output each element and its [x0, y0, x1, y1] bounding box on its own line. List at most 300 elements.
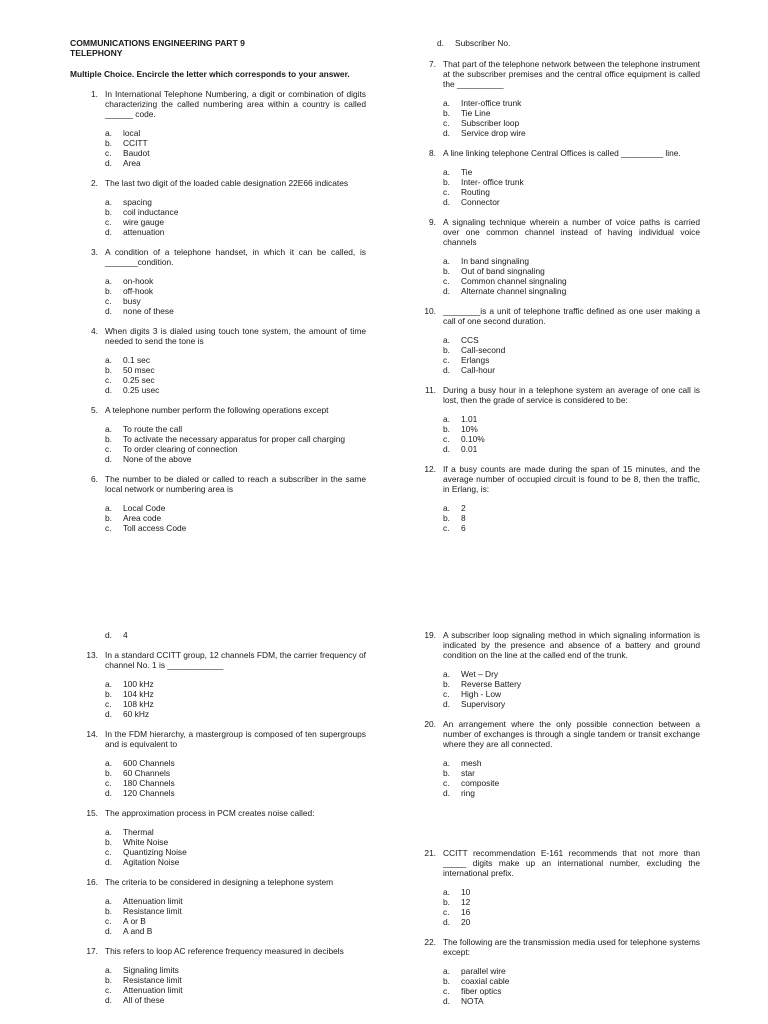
- option-letter: b.: [443, 513, 450, 523]
- answer-option[interactable]: [105, 128, 366, 138]
- answer-option[interactable]: [443, 167, 700, 177]
- question-text: That part of the telephone network between the telephone instrument at the subscriber premises and the central office equipment is called the __________: [443, 59, 700, 89]
- question-item: [408, 217, 700, 296]
- option-letter: b.: [105, 768, 112, 778]
- title-line-1: COMMUNICATIONS ENGINEERING PART 9: [70, 38, 245, 48]
- question-list: [70, 89, 366, 533]
- option-letter: b.: [443, 424, 450, 434]
- option-letter: d.: [443, 286, 450, 296]
- answer-option[interactable]: [443, 256, 700, 266]
- answer-option[interactable]: [105, 434, 366, 444]
- question-item: [408, 719, 700, 798]
- answer-option[interactable]: [105, 375, 366, 385]
- answer-option[interactable]: [105, 365, 366, 375]
- option-letter: d.: [105, 995, 112, 1005]
- answer-option[interactable]: [443, 778, 700, 788]
- answer-option[interactable]: [105, 138, 366, 148]
- option-letter: c.: [105, 847, 112, 857]
- option-text: CCITT: [123, 138, 148, 148]
- question-list: [408, 59, 700, 533]
- option-text: coaxial cable: [461, 976, 510, 986]
- option-letter: b.: [105, 906, 112, 916]
- question-item: [70, 474, 366, 533]
- option-letter: d.: [443, 996, 450, 1006]
- answer-option[interactable]: [105, 758, 366, 768]
- option-letter: a.: [105, 679, 112, 689]
- option-letter: a.: [105, 896, 112, 906]
- option-letter: d.: [443, 699, 450, 709]
- option-text: mesh: [461, 758, 482, 768]
- option-text: Local Code: [123, 503, 166, 513]
- answer-option[interactable]: [105, 513, 366, 523]
- option-text: wire gauge: [123, 217, 164, 227]
- question-number: 17.: [86, 946, 98, 956]
- option-letter: d.: [105, 454, 112, 464]
- option-text: 0.25 sec: [123, 375, 155, 385]
- question-item: [408, 306, 700, 375]
- option-text: Quantizing Noise: [123, 847, 187, 857]
- answer-option[interactable]: [443, 345, 700, 355]
- option-letter: a.: [105, 197, 112, 207]
- question-text: When digits 3 is dialed using touch tone system, the amount of time needed to send the tone is: [105, 326, 366, 346]
- answer-options: [443, 887, 700, 927]
- question-item: [70, 89, 366, 168]
- answer-option[interactable]: [443, 986, 700, 996]
- answer-option[interactable]: [105, 355, 366, 365]
- answer-options: [443, 98, 700, 138]
- option-letter: c.: [443, 778, 450, 788]
- option-text: 600 Channels: [123, 758, 175, 768]
- option-letter: c.: [443, 986, 450, 996]
- page1-right-column: [408, 38, 700, 533]
- title-line-2: TELEPHONY: [70, 48, 123, 58]
- answer-option[interactable]: [105, 207, 366, 217]
- question-number: 19.: [424, 630, 436, 640]
- option-text: 60 kHz: [123, 709, 150, 719]
- answer-option[interactable]: [105, 217, 366, 227]
- answer-option[interactable]: [443, 128, 700, 138]
- question-item: [70, 946, 366, 1005]
- option-text: Call-hour: [461, 365, 495, 375]
- question-number: 9.: [429, 217, 436, 227]
- answer-option[interactable]: [443, 907, 700, 917]
- answer-options: [443, 669, 700, 709]
- continued-option: [408, 38, 700, 48]
- question-number: 16.: [86, 877, 98, 887]
- option-text: 8: [461, 513, 466, 523]
- answer-option[interactable]: [443, 414, 700, 424]
- option-text: Routing: [461, 187, 490, 197]
- option-text: Attenuation limit: [123, 985, 183, 995]
- option-text: coil inductance: [123, 207, 179, 217]
- option-letter: d.: [443, 788, 450, 798]
- option-text: attenuation: [123, 227, 165, 237]
- answer-option[interactable]: [105, 857, 366, 867]
- option-text: composite: [461, 778, 500, 788]
- option-letter: d.: [105, 630, 112, 640]
- option-letter: c.: [443, 118, 450, 128]
- question-text: The number to be dialed or called to reach a subscriber in the same local network or numbering area is: [105, 474, 366, 494]
- option-text: CCS: [461, 335, 479, 345]
- continued-option: [70, 630, 366, 640]
- question-item: [70, 247, 366, 316]
- answer-option[interactable]: [105, 837, 366, 847]
- question-number: 21.: [424, 848, 436, 858]
- option-text: 100 kHz: [123, 679, 154, 689]
- option-letter: d.: [437, 38, 444, 48]
- option-letter: a.: [105, 424, 112, 434]
- answer-option[interactable]: [443, 424, 700, 434]
- answer-option[interactable]: [105, 975, 366, 985]
- answer-option[interactable]: [105, 995, 366, 1005]
- answer-options: [105, 197, 366, 237]
- document-title: [70, 38, 366, 58]
- answer-options: [105, 896, 366, 936]
- option-letter: b.: [443, 897, 450, 907]
- question-text: A signaling technique wherein a number of voice paths is carried over one common channel instead of having individual voice channels: [443, 217, 700, 247]
- answer-options: [105, 128, 366, 168]
- answer-option[interactable]: [105, 197, 366, 207]
- option-letter: c.: [443, 523, 450, 533]
- answer-option[interactable]: [443, 503, 700, 513]
- answer-option[interactable]: [105, 827, 366, 837]
- option-text: Alternate channel singnaling: [461, 286, 567, 296]
- answer-option[interactable]: [443, 897, 700, 907]
- question-number: 10.: [424, 306, 436, 316]
- question-item: [70, 877, 366, 936]
- answer-option[interactable]: [443, 444, 700, 454]
- option-letter: d.: [443, 128, 450, 138]
- answer-option[interactable]: [443, 276, 700, 286]
- answer-options: [105, 503, 366, 533]
- option-letter: b.: [443, 976, 450, 986]
- question-text: In the FDM hierarchy, a mastergroup is composed of ten supergroups and is equivalent to: [105, 729, 366, 749]
- option-text: High - Low: [461, 689, 502, 699]
- answer-option[interactable]: [105, 385, 366, 395]
- option-text: Inter-office trunk: [461, 98, 522, 108]
- answer-option[interactable]: [105, 503, 366, 513]
- answer-option[interactable]: [105, 148, 366, 158]
- option-letter: c.: [443, 276, 450, 286]
- option-letter: d.: [105, 709, 112, 719]
- answer-option[interactable]: [443, 266, 700, 276]
- option-letter: a.: [443, 167, 450, 177]
- question-text: If a busy counts are made during the span of 15 minutes, and the average number of occupied circuit is found to be 8, then the traffic, in Erlang, is:: [443, 464, 700, 494]
- option-text: 50 msec: [123, 365, 155, 375]
- answer-option[interactable]: [105, 523, 366, 533]
- page2-right-column: [408, 630, 700, 1006]
- question-text: In a standard CCITT group, 12 channels FDM, the carrier frequency of channel No. 1 is ____________: [105, 650, 366, 670]
- answer-option[interactable]: [443, 177, 700, 187]
- question-number: 5.: [91, 405, 98, 415]
- answer-option[interactable]: [443, 788, 700, 798]
- option-letter: b.: [443, 266, 450, 276]
- option-text: Reverse Battery: [461, 679, 522, 689]
- question-number: 2.: [91, 178, 98, 188]
- answer-option[interactable]: [443, 679, 700, 689]
- option-letter: c.: [105, 916, 112, 926]
- question-number: 1.: [91, 89, 98, 99]
- answer-option[interactable]: [105, 227, 366, 237]
- option-text: None of the above: [123, 454, 192, 464]
- option-letter: a.: [105, 355, 112, 365]
- question-number: 12.: [424, 464, 436, 474]
- option-letter: b.: [105, 138, 112, 148]
- answer-option[interactable]: [105, 788, 366, 798]
- answer-option[interactable]: [443, 699, 700, 709]
- option-letter: d.: [443, 444, 450, 454]
- option-text: Inter- office trunk: [461, 177, 524, 187]
- option-text: Area code: [123, 513, 162, 523]
- question-item: [70, 808, 366, 867]
- answer-options: [105, 965, 366, 1005]
- answer-options: [443, 966, 700, 1006]
- answer-option[interactable]: [443, 286, 700, 296]
- question-list: [408, 630, 700, 1006]
- answer-option[interactable]: [105, 709, 366, 719]
- option-text: 10%: [461, 424, 478, 434]
- answer-option[interactable]: [443, 335, 700, 345]
- option-text: In band singnaling: [461, 256, 529, 266]
- answer-options: [105, 355, 366, 395]
- page2-left-column: [70, 630, 366, 1005]
- option-text: 10: [461, 887, 471, 897]
- answer-option[interactable]: [443, 197, 700, 207]
- option-text: Resistance limit: [123, 906, 182, 916]
- option-text: To order clearing of connection: [123, 444, 238, 454]
- instructions: Multiple Choice. Encircle the letter which corresponds to your answer.: [70, 69, 350, 79]
- answer-option[interactable]: [105, 847, 366, 857]
- option-letter: c.: [443, 907, 450, 917]
- option-text: To route the call: [123, 424, 183, 434]
- option-text: Signaling limits: [123, 965, 179, 975]
- question-number: 8.: [429, 148, 436, 158]
- answer-option[interactable]: [105, 286, 366, 296]
- option-text: Supervisory: [461, 699, 506, 709]
- option-letter: d.: [105, 926, 112, 936]
- answer-option[interactable]: [443, 434, 700, 444]
- option-letter: a.: [443, 966, 450, 976]
- question-text: The approximation process in PCM creates noise called:: [105, 808, 315, 818]
- answer-option[interactable]: [443, 108, 700, 118]
- question-number: 4.: [91, 326, 98, 336]
- answer-option[interactable]: [443, 513, 700, 523]
- answer-options: [443, 414, 700, 454]
- answer-option[interactable]: [105, 699, 366, 709]
- page1-left-column: [70, 38, 366, 533]
- option-text: 108 kHz: [123, 699, 154, 709]
- answer-option[interactable]: [105, 679, 366, 689]
- option-letter: a.: [443, 669, 450, 679]
- answer-options: [105, 758, 366, 798]
- option-letter: d.: [105, 158, 112, 168]
- option-letter: b.: [105, 689, 112, 699]
- option-letter: a.: [105, 128, 112, 138]
- answer-option[interactable]: [105, 424, 366, 434]
- question-number: 3.: [91, 247, 98, 257]
- question-text: The following are the transmission media used for telephone systems except:: [443, 937, 700, 957]
- option-text: 0.10%: [461, 434, 485, 444]
- question-text: A line linking telephone Central Offices is called _________ line.: [443, 148, 681, 158]
- question-item: [408, 937, 700, 1006]
- option-letter: d.: [443, 365, 450, 375]
- question-item: [70, 650, 366, 719]
- option-text: All of these: [123, 995, 165, 1005]
- answer-option[interactable]: [105, 896, 366, 906]
- option-text: Service drop wire: [461, 128, 526, 138]
- question-text: A condition of a telephone handset, in which it can be called, is _______condition.: [105, 247, 366, 267]
- option-text: ring: [461, 788, 475, 798]
- answer-option[interactable]: [105, 158, 366, 168]
- option-letter: c.: [443, 434, 450, 444]
- option-letter: b.: [443, 108, 450, 118]
- option-letter: b.: [105, 365, 112, 375]
- question-item: [408, 630, 700, 709]
- answer-option[interactable]: [443, 118, 700, 128]
- option-text: 2: [461, 503, 466, 513]
- question-number: 15.: [86, 808, 98, 818]
- option-letter: a.: [105, 276, 112, 286]
- answer-options: [443, 167, 700, 207]
- option-text: Wet – Dry: [461, 669, 499, 679]
- answer-option[interactable]: [443, 689, 700, 699]
- option-letter: a.: [105, 758, 112, 768]
- option-text: 1.01: [461, 414, 478, 424]
- answer-option[interactable]: [443, 887, 700, 897]
- question-list: [70, 650, 366, 1005]
- option-letter: d.: [443, 917, 450, 927]
- question-text: A telephone number perform the following operations except: [105, 405, 329, 415]
- question-item: [408, 464, 700, 533]
- option-letter: a.: [443, 98, 450, 108]
- answer-options: [105, 827, 366, 867]
- option-text: Tie: [461, 167, 473, 177]
- option-letter: c.: [105, 296, 112, 306]
- answer-option[interactable]: [105, 768, 366, 778]
- option-letter: c.: [105, 985, 112, 995]
- answer-option[interactable]: [443, 365, 700, 375]
- option-letter: b.: [105, 837, 112, 847]
- option-text: 12: [461, 897, 471, 907]
- option-text: Toll access Code: [123, 523, 187, 533]
- option-text: Call-second: [461, 345, 506, 355]
- answer-option[interactable]: [105, 306, 366, 316]
- question-item: [408, 148, 700, 207]
- answer-option[interactable]: [443, 758, 700, 768]
- option-text: A and B: [123, 926, 153, 936]
- question-number: 13.: [86, 650, 98, 660]
- option-text: local: [123, 128, 141, 138]
- option-letter: c.: [105, 375, 112, 385]
- question-item: [70, 326, 366, 395]
- option-letter: b.: [105, 207, 112, 217]
- option-text: 20: [461, 917, 471, 927]
- answer-option[interactable]: [105, 778, 366, 788]
- question-text: A subscriber loop signaling method in which signaling information is indicated by the presence and absence of a battery and ground condition on the line at the called end of the trunk.: [443, 630, 700, 660]
- option-letter: a.: [443, 887, 450, 897]
- option-letter: d.: [105, 788, 112, 798]
- option-letter: b.: [443, 345, 450, 355]
- option-text: Area: [123, 158, 141, 168]
- option-text: 104 kHz: [123, 689, 154, 699]
- option-text: Subscriber No.: [455, 38, 511, 48]
- answer-option[interactable]: [105, 916, 366, 926]
- answer-option[interactable]: [443, 917, 700, 927]
- option-letter: b.: [105, 975, 112, 985]
- question-item: [70, 729, 366, 798]
- answer-option[interactable]: [443, 355, 700, 365]
- option-text: 0.01: [461, 444, 478, 454]
- option-text: Common channel singnaling: [461, 276, 567, 286]
- answer-option[interactable]: [105, 985, 366, 995]
- option-letter: c.: [105, 778, 112, 788]
- option-text: NOTA: [461, 996, 484, 1006]
- answer-option[interactable]: [105, 276, 366, 286]
- question-number: 22.: [424, 937, 436, 947]
- option-text: spacing: [123, 197, 152, 207]
- answer-option[interactable]: [105, 296, 366, 306]
- option-text: Erlangs: [461, 355, 490, 365]
- answer-option[interactable]: [443, 966, 700, 976]
- option-letter: b.: [105, 286, 112, 296]
- answer-option[interactable]: [443, 98, 700, 108]
- option-text: 180 Channels: [123, 778, 175, 788]
- question-item: [70, 405, 366, 464]
- option-letter: c.: [443, 689, 450, 699]
- answer-options: [443, 256, 700, 296]
- answer-option[interactable]: [105, 454, 366, 464]
- option-letter: c.: [105, 217, 112, 227]
- answer-option[interactable]: [105, 926, 366, 936]
- question-item: [408, 59, 700, 138]
- option-letter: c.: [105, 699, 112, 709]
- question-item: [408, 848, 700, 927]
- answer-options: [105, 276, 366, 316]
- option-letter: b.: [443, 177, 450, 187]
- question-item: [70, 178, 366, 237]
- option-text: 120 Channels: [123, 788, 175, 798]
- option-text: off-hook: [123, 286, 154, 296]
- answer-option[interactable]: [443, 996, 700, 1006]
- answer-options: [105, 424, 366, 464]
- answer-option[interactable]: [105, 965, 366, 975]
- option-letter: d.: [105, 227, 112, 237]
- option-text: parallel wire: [461, 966, 506, 976]
- option-letter: a.: [443, 335, 450, 345]
- answer-options: [105, 679, 366, 719]
- option-text: Tie Line: [461, 108, 491, 118]
- question-number: 20.: [424, 719, 436, 729]
- answer-option[interactable]: [105, 689, 366, 699]
- option-letter: a.: [105, 827, 112, 837]
- answer-option[interactable]: [443, 523, 700, 533]
- option-letter: c.: [443, 355, 450, 365]
- option-text: Baudot: [123, 148, 150, 158]
- answer-option[interactable]: [443, 976, 700, 986]
- answer-option[interactable]: [443, 768, 700, 778]
- question-text: In International Telephone Numbering, a digit or combination of digits characterizing the called numbering area within a country is called ______ code.: [105, 89, 366, 119]
- answer-option[interactable]: [105, 444, 366, 454]
- option-text: To activate the necessary apparatus for proper call charging: [123, 434, 346, 444]
- answer-option[interactable]: [105, 906, 366, 916]
- option-text: Connector: [461, 197, 500, 207]
- option-letter: a.: [443, 758, 450, 768]
- answer-options: [443, 503, 700, 533]
- question-text: An arrangement where the only possible connection between a number of exchanges is through a single tandem or transit exchange where they are all connected.: [443, 719, 700, 749]
- answer-option[interactable]: [443, 669, 700, 679]
- question-number: 6.: [91, 474, 98, 484]
- answer-option[interactable]: [443, 187, 700, 197]
